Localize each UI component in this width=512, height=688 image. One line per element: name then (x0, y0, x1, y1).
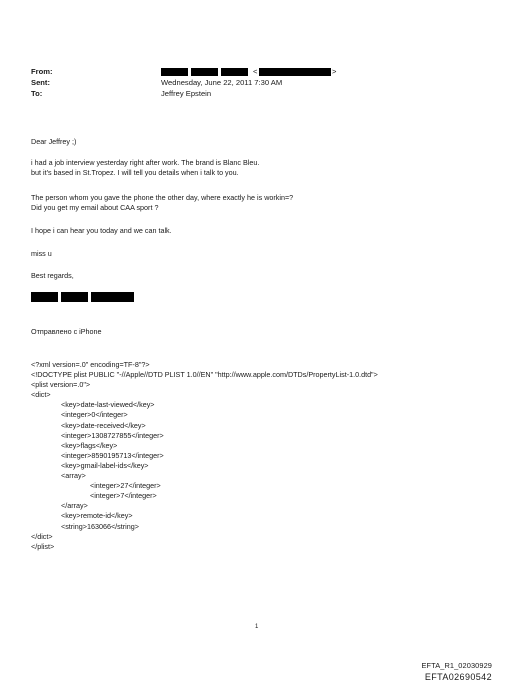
xml-line: </plist> (31, 541, 55, 551)
email-body (31, 137, 471, 147)
paragraph-phone (31, 193, 471, 213)
page-number: 1 (255, 624, 259, 630)
from-close-bracket: > (332, 67, 337, 76)
header-from-row (31, 67, 371, 77)
xml-line: <key>date-last-viewed</key> (61, 400, 155, 410)
greeting: Dear Jeffrey ;) (31, 137, 77, 146)
xml-line: </dict> (31, 531, 53, 541)
closing (31, 271, 471, 281)
xml-line: <string>163066</string> (61, 521, 139, 531)
xml-line: <integer>7</integer> (90, 491, 157, 501)
signature-redaction-bar (91, 292, 134, 302)
to-label: To: (31, 89, 43, 98)
signature-redaction-bar (61, 292, 88, 302)
xml-line: </array> (61, 501, 88, 511)
xml-line: <integer>27</integer> (90, 481, 161, 491)
paragraph-miss (31, 249, 471, 259)
paragraph-line: miss u (31, 249, 52, 258)
xml-line: <key>gmail-label-ids</key> (61, 460, 149, 470)
header-to-row (31, 89, 371, 99)
xml-line: <integer>1308727855</integer> (61, 430, 164, 440)
bates-number-primary: EFTA_R1_02030929 (421, 661, 492, 670)
paragraph-talk (31, 226, 471, 236)
device-signature-text: Отправлено с iPhone (31, 327, 102, 336)
xml-line: <array> (61, 471, 86, 481)
paragraph-interview (31, 158, 471, 178)
xml-line: <key>date-received</key> (61, 420, 146, 430)
bates-number-secondary: EFTA02690542 (424, 672, 492, 682)
from-open-bracket: < (253, 67, 258, 76)
paragraph-line: I hope i can hear you today and we can talk. (31, 226, 172, 235)
header-sent-row (31, 78, 371, 88)
xml-line: <integer>0</integer> (61, 410, 128, 420)
redaction-bar (259, 68, 331, 76)
redaction-bar (221, 68, 248, 76)
xml-line: <key>remote-id</key> (61, 511, 133, 521)
xml-line: <!DOCTYPE plist PUBLIC "-//Apple//DTD PLIST 1.0//EN" "http://www.apple.com/DTDs/PropertyList-1.0.dtd"> (31, 370, 378, 380)
xml-line: <key>flags</key> (61, 440, 118, 450)
xml-line: <dict> (31, 390, 51, 400)
sent-value: Wednesday, June 22, 2011 7:30 AM (161, 78, 283, 87)
from-label: From: (31, 67, 53, 76)
device-signature (31, 327, 471, 337)
signature-redaction-bar (31, 292, 58, 302)
paragraph-line: but it's based in St.Tropez. I will tell you details when i talk to you. (31, 168, 239, 177)
redaction-bar (191, 68, 218, 76)
xml-line: <integer>8590195713</integer> (61, 450, 164, 460)
sent-label: Sent: (31, 78, 50, 87)
paragraph-line: The person whom you gave the phone the other day, where exactly he is workin=? (31, 193, 294, 202)
closing-text: Best regards, (31, 271, 74, 280)
xml-line: <plist version=.0"> (31, 380, 91, 390)
to-value: Jeffrey Epstein (161, 89, 212, 98)
paragraph-line: Did you get my email about CAA sport ? (31, 203, 159, 212)
xml-line: <?xml version=.0" encoding=TF-8"?> (31, 360, 150, 369)
redaction-bar (161, 68, 188, 76)
plist-metadata-block (31, 360, 378, 552)
paragraph-line: i had a job interview yesterday right after work. The brand is Blanc Bleu. (31, 158, 260, 167)
